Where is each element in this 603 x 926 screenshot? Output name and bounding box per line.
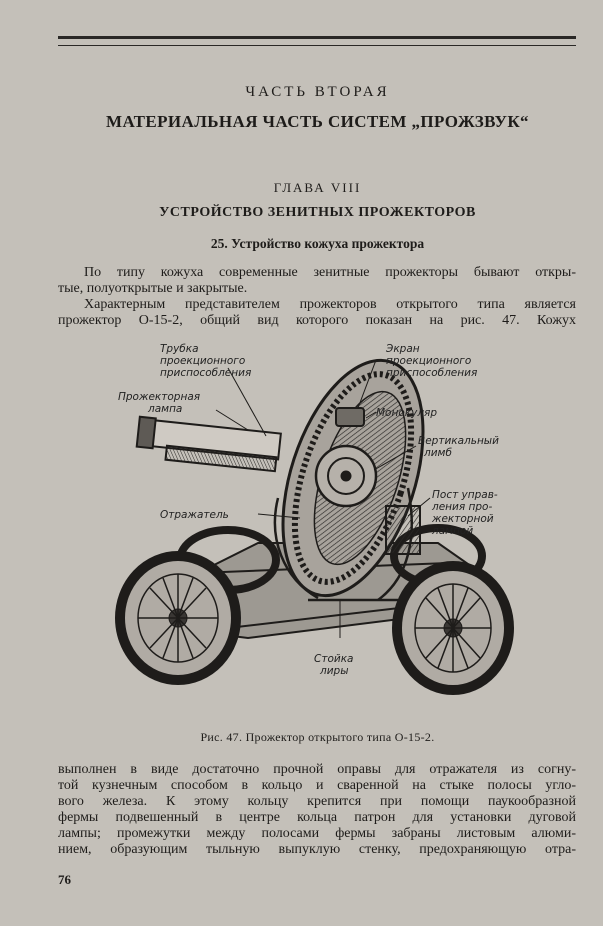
callout-reflector: Отражатель	[160, 509, 229, 521]
intro-paragraph	[58, 265, 576, 329]
text-line: фермы подвешенный в центре кольца патрон для установки дуговой	[58, 810, 576, 825]
body-paragraph	[58, 762, 576, 858]
callout-post-line1: Пост управ-	[432, 489, 498, 501]
searchlight-illustration	[108, 338, 528, 710]
callout-screen-line2: проекционного	[386, 355, 472, 367]
vertical-limb	[316, 446, 376, 506]
callout-post-line4: лампой	[432, 525, 474, 537]
callout-post-line3: жекторной	[432, 513, 494, 525]
part-label: ЧАСТЬ ВТОРАЯ	[245, 84, 390, 100]
callout-stand-line1: Стойка	[314, 653, 354, 665]
chapter-label: ГЛАВА VIII	[273, 180, 362, 195]
text-line: лампы; промежутки между полосами фермы забраны листовым алюми-	[58, 826, 576, 841]
callout-screen-line1: Экран	[386, 343, 420, 355]
callout-vlimb-line2: лимб	[424, 447, 452, 459]
callout-post-line2: ления про-	[432, 501, 493, 513]
page-number: 76	[58, 872, 71, 887]
callout-screen-line3: приспособления	[386, 367, 478, 379]
lamp-control-post	[386, 506, 420, 554]
callout-vlimb-line1: Вертикальный	[418, 435, 499, 447]
callout-tube-line3: приспособления	[160, 367, 252, 379]
callout-monocular: Монокуляр	[376, 407, 438, 419]
monocular	[336, 408, 364, 426]
header-rule-thick	[58, 36, 576, 39]
callout-tube-line1: Трубка	[160, 343, 199, 355]
part-title: МАТЕРИАЛЬНАЯ ЧАСТЬ СИСТЕМ „ПРОЖЗВУК“	[106, 112, 529, 131]
callout-lamp-line1: Прожекторная	[118, 391, 201, 403]
callout-stand-line2: лиры	[320, 665, 349, 677]
text-line: тые, полуоткрытые и закрытые.	[58, 281, 248, 296]
text-line: нием, образующим тыльную выпуклую стенку, предохраняющую отра-	[58, 842, 576, 857]
text-line: вого железа. К этому кольцу крепится при помощи паукообразной	[58, 794, 576, 809]
text-line: По типу кожуха современные зенитные прожекторы бывают откры-	[84, 265, 576, 280]
header-rule-thin	[58, 45, 576, 46]
text-line: Характерным представителем прожекторов открытого типа является	[84, 297, 576, 312]
chapter-title: УСТРОЙСТВО ЗЕНИТНЫХ ПРОЖЕКТОРОВ	[159, 205, 476, 220]
text-line: выполнен в виде достаточно прочной оправы для отражателя из согну-	[58, 762, 576, 777]
callout-lamp-line2: лампа	[148, 403, 183, 415]
searchlight-drawing	[108, 338, 528, 710]
text-line: прожектор О-15-2, общий вид которого показан на рис. 47. Кожух	[58, 313, 576, 328]
text-line: той кузнечным способом в кольцо и сваренной на стыке полосы угло-	[58, 778, 576, 793]
section-title: 25. Устройство кожуха прожектора	[210, 236, 425, 251]
figure-caption: Рис. 47. Прожектор открытого типа О-15-2.	[200, 730, 435, 744]
callout-tube-line2: проекционного	[160, 355, 246, 367]
